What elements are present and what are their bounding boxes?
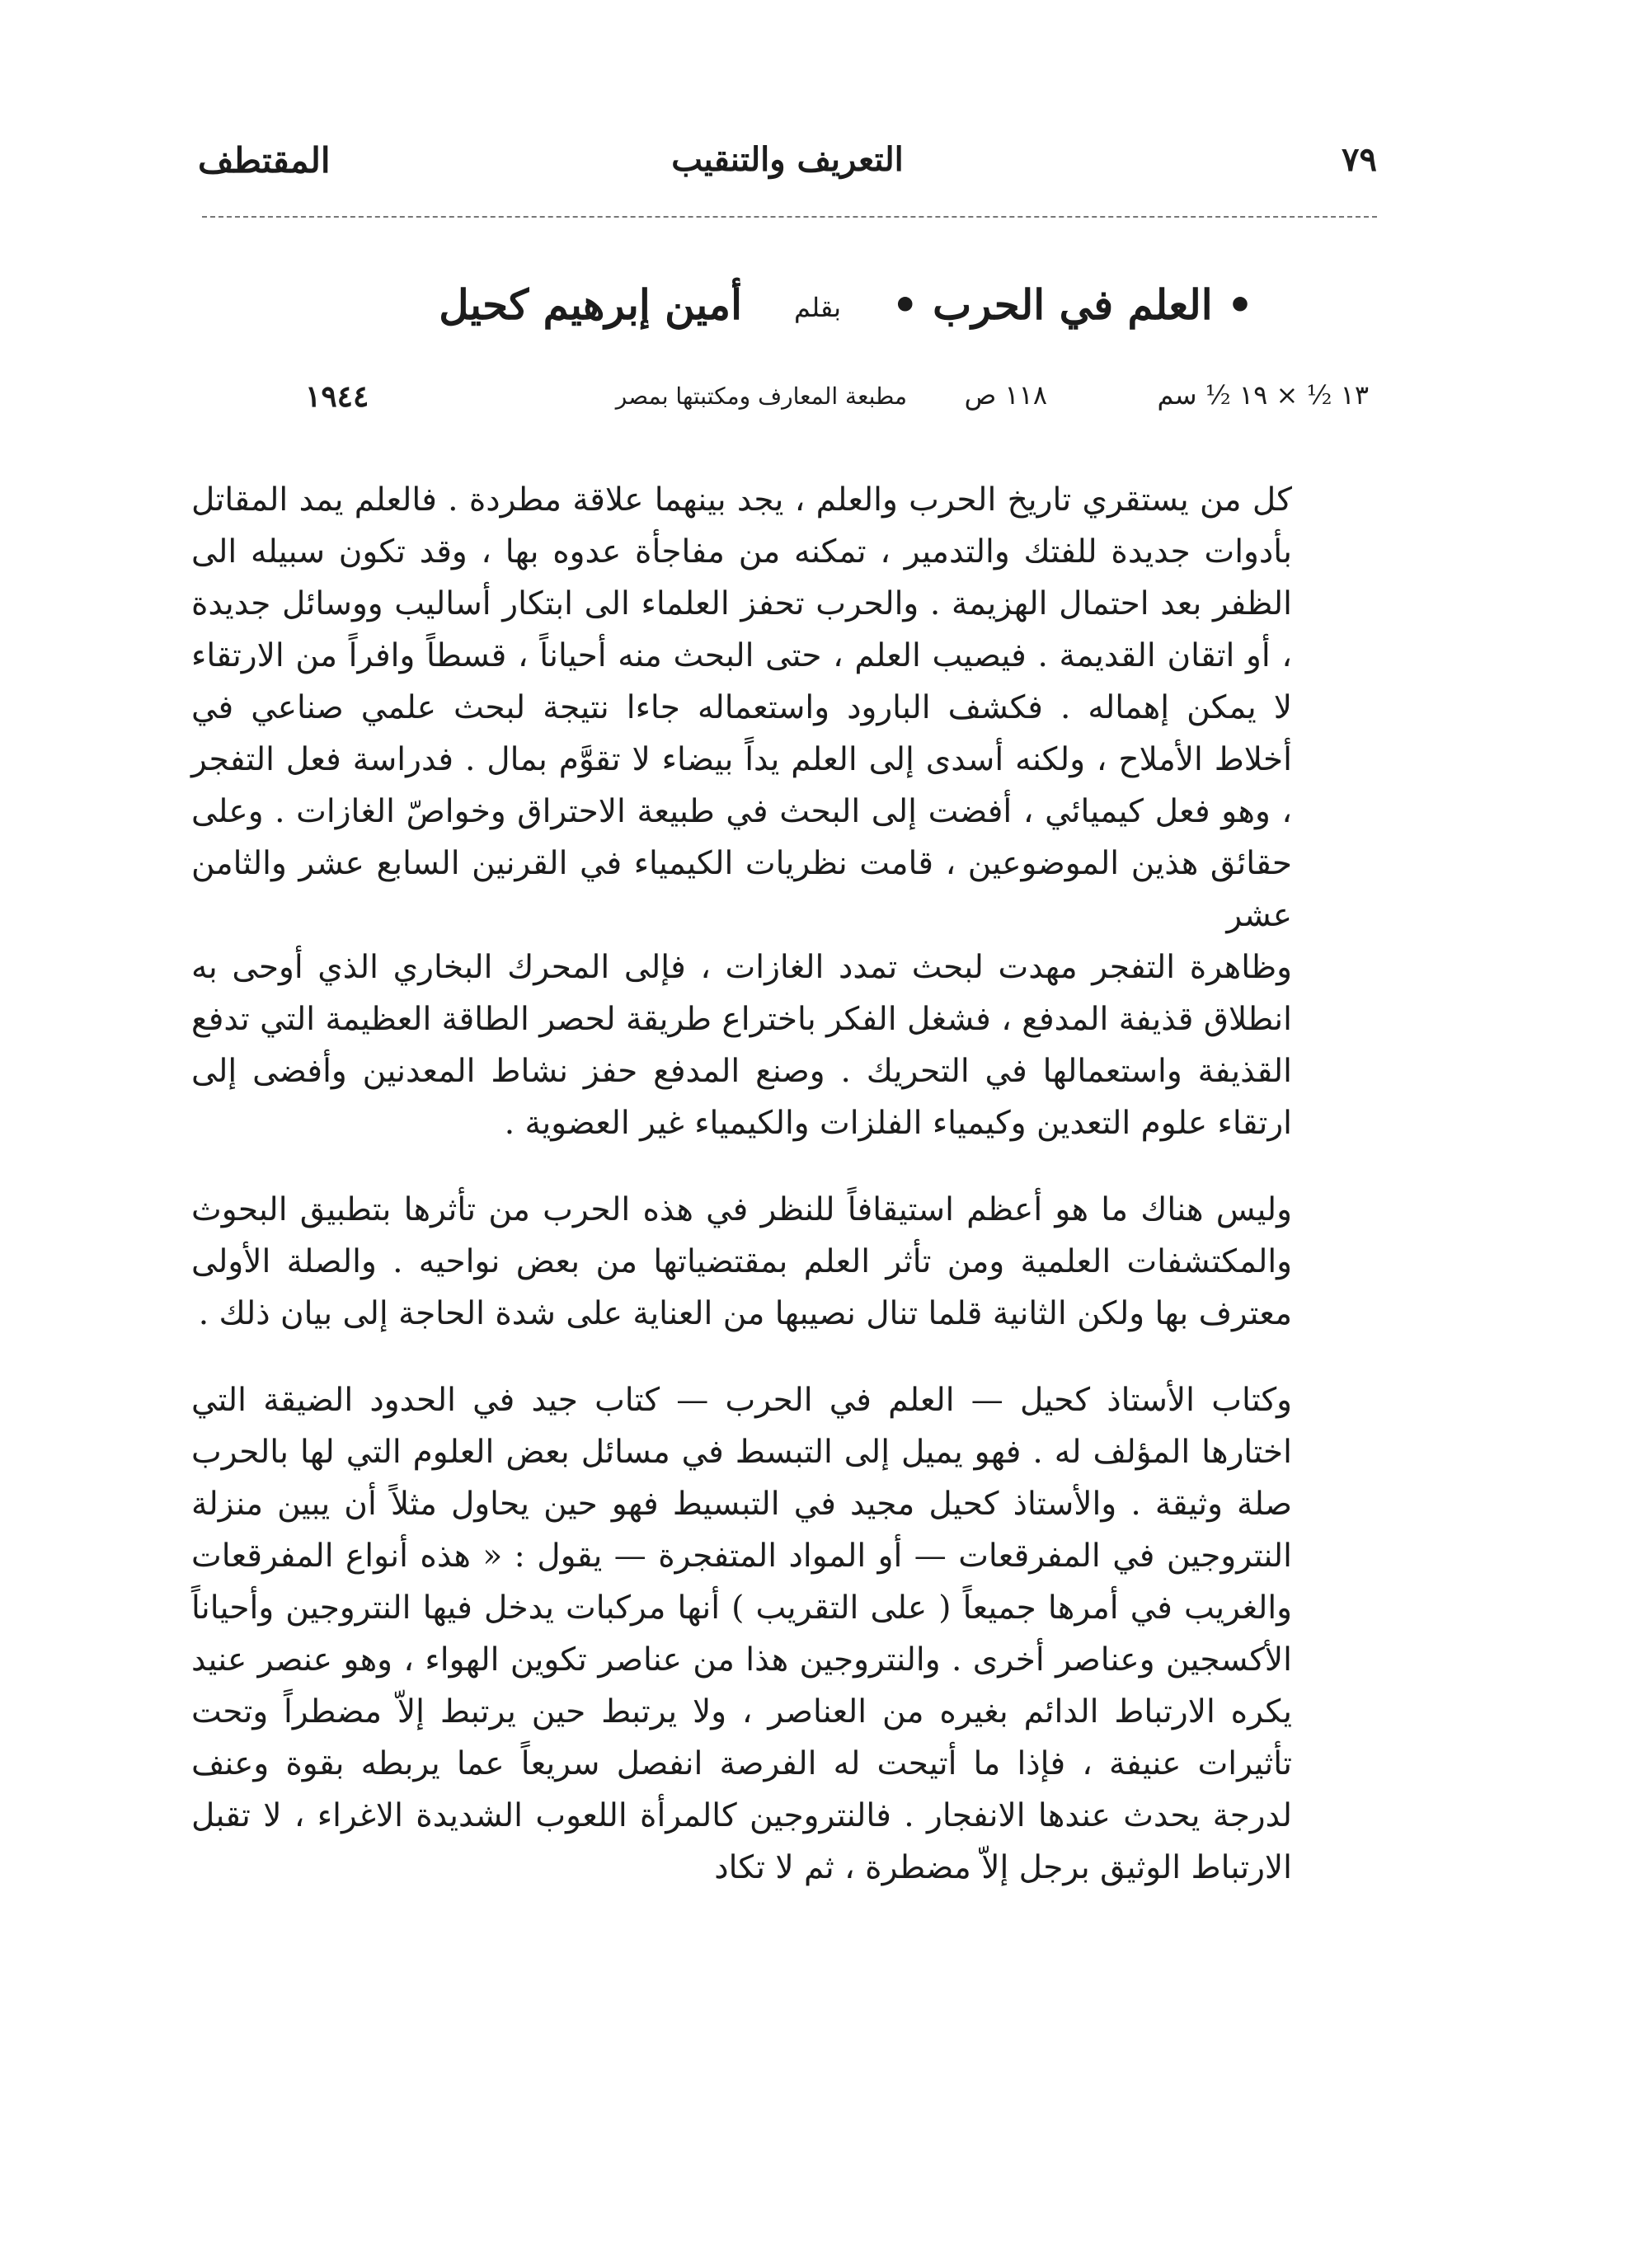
book-publisher: مطبعة المعارف ومكتبتها بمصر [615, 383, 907, 410]
book-size: ١٣ ½ × ١٩ ½ سم [1157, 379, 1369, 411]
paragraph: كل من يستقري تاريخ الحرب والعلم ، يجد بينهما علاقة مطردة . فالعلم يمد المقاتل بأدوات جديدة للفتك والتدمير ، تمكنه من مفاجأة عدوه بها ، وقد تكون سبيله الى الظفر بعد احتمال الهزيمة . والحرب تحفز العلماء الى ابتكار أساليب ووسائل جديدة ، أو اتقان القديمة . فيصيب العلم ، حتى البحث منه أحياناً ، قسطاً وافراً من الارتقاء لا يمكن إهماله . فكشف البارود واستعماله جاءا نتيجة لبحث علمي صناعي في أخلاط الأملاح ، ولكنه أسدى إلى العلم يداً بيضاء لا تقوَّم بمال . فدراسة فعل التفجر ، وهو فعل كيميائي ، أفضت إلى البحث في طبيعة الاحتراق وخواصّ الغازات . وعلى حقائق هذين الموضوعين ، قامت نظريات الكيمياء في القرنين السابع عشر والثامن عشر [191, 481, 1292, 934]
paragraph: وليس هناك ما هو أعظم استيقافاً للنظر في هذه الحرب من تأثرها بتطبيق البحوث والمكتشفات العلمية ومن تأثر العلم بمقتضياتها من بعض نواحيه . والصلة الأولى معترف بها ولكن الثانية قلما تنال نصيبها من العناية على شدة الحاجة إلى بيان ذلك . [191, 1191, 1292, 1332]
header-divider [202, 216, 1377, 218]
paragraph: وظاهرة التفجر مهدت لبحث تمدد الغازات ، فإلى المحرك البخاري الذي أوحى به انطلاق قذيفة المدفع ، فشغل الفكر باختراع طريقة لحصر الطاقة العظيمة التي تدفع القذيفة واستعمالها في التحريك . وصنع المدفع حفز نشاط المعدنين وأفضى إلى ارتقاء علوم التعدين وكيمياء الفلزات والكيمياء غير العضوية . [191, 949, 1292, 1142]
book-title-line [231, 280, 1369, 346]
page-number: ٧٩ [1342, 140, 1377, 179]
publication-details [305, 379, 1369, 429]
running-header [198, 140, 1377, 198]
book-title: • العلم في الحرب • [891, 280, 1253, 329]
book-author: أمين إبرهيم كحيل [439, 280, 742, 329]
section-title: التعريف والتنقيب [671, 140, 904, 179]
review-body [191, 474, 1383, 1894]
book-by-label: بقلم [794, 292, 841, 323]
book-year: ١٩٤٤ [305, 379, 369, 414]
journal-name: المقتطف [198, 140, 331, 181]
book-pages: ١١٨ ص [964, 379, 1047, 411]
paragraph: وكتاب الأستاذ كحيل — العلم في الحرب — كتاب جيد في الحدود الضيقة التي اختارها المؤلف له . فهو يميل إلى التبسط في مسائل بعض العلوم التي لها بالحرب صلة وثيقة . والأستاذ كحيل مجيد في التبسيط فهو حين يحاول مثلاً أن يبين منزلة النتروجين في المفرقعات — أو المواد المتفجرة — يقول : « هذه أنواع المفرقعات والغريب في أمرها جميعاً ( على التقريب ) أنها مركبات يدخل فيها النتروجين وأحياناً الأكسجين وعناصر أخرى . والنتروجين هذا من عناصر تكوين الهواء ، وهو عنصر عنيد يكره الارتباط الدائم بغيره من العناصر ، ولا يرتبط حين يرتبط إلاّ مضطراً وتحت تأثيرات عنيفة ، فإذا ما أتيحت له الفرصة انفصل سريعاً عما يربطه بقوة وعنف لدرجة يحدث عندها الانفجار . فالنتروجين كالمرأة اللعوب الشديدة الاغراء ، لا تقبل الارتباط الوثيق برجل إلاّ مضطرة ، ثم لا تكاد [191, 1382, 1292, 1886]
